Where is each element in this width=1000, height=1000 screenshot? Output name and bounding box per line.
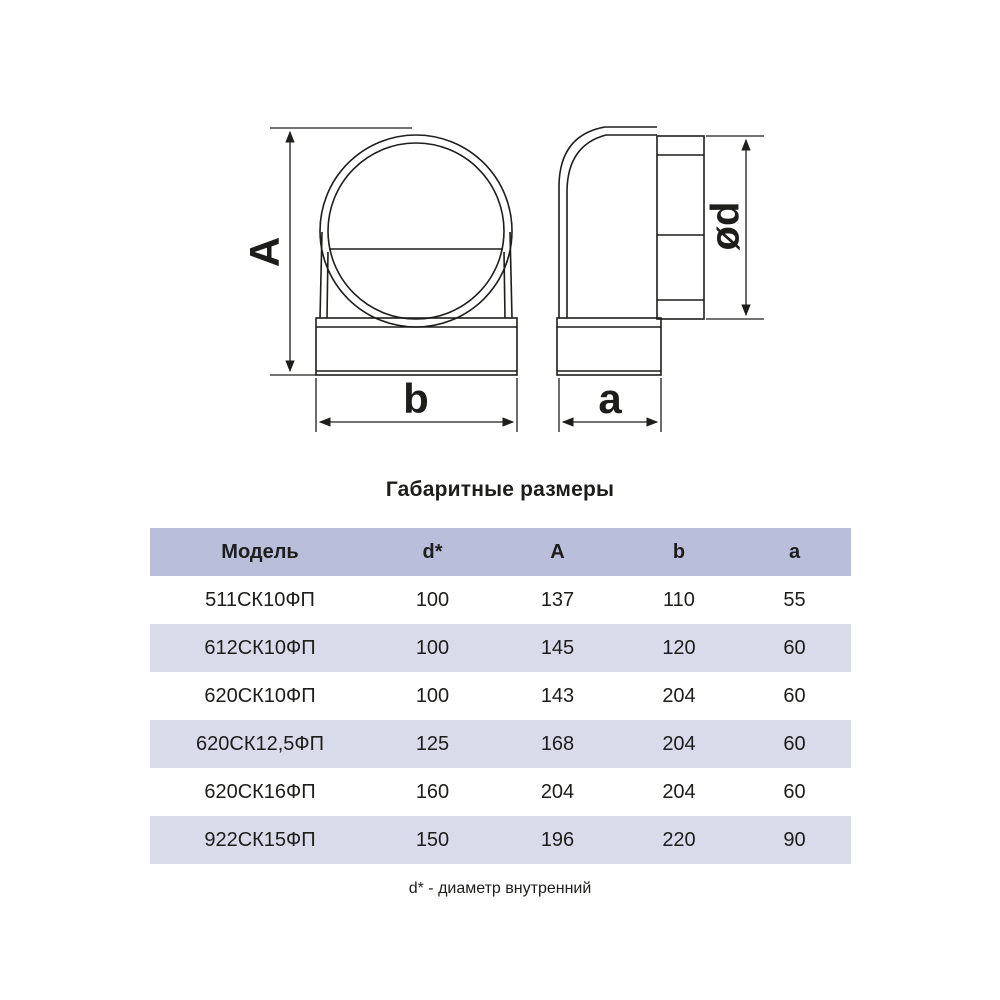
- cell-b: 120: [620, 624, 738, 672]
- header-d: d*: [370, 528, 495, 576]
- cell-A: 168: [495, 720, 620, 768]
- table-title: Габаритные размеры: [385, 478, 615, 501]
- side-view: [557, 127, 704, 375]
- cell-d: 100: [370, 672, 495, 720]
- dim-label-A: A: [241, 236, 289, 268]
- cell-model: 922СК15ФП: [150, 816, 370, 864]
- cell-b: 220: [620, 816, 738, 864]
- cell-A: 143: [495, 672, 620, 720]
- table-row: [150, 768, 851, 816]
- front-view: [316, 135, 517, 375]
- cell-a: 60: [738, 672, 851, 720]
- table-row: [150, 816, 851, 864]
- cell-A: 137: [495, 576, 620, 624]
- table-row: [150, 672, 851, 720]
- cell-model: 620СК10ФП: [150, 672, 370, 720]
- cell-d: 125: [370, 720, 495, 768]
- cell-A: 196: [495, 816, 620, 864]
- cell-a: 90: [738, 816, 851, 864]
- cell-b: 204: [620, 720, 738, 768]
- cell-A: 204: [495, 768, 620, 816]
- dim-label-b: b: [403, 375, 429, 422]
- cell-d: 160: [370, 768, 495, 816]
- dim-label-a: a: [598, 375, 622, 422]
- cell-b: 110: [620, 576, 738, 624]
- dimensions-table: [150, 528, 851, 864]
- cell-model: 612СК10ФП: [150, 624, 370, 672]
- technical-drawing: [0, 0, 1000, 470]
- header-b: b: [620, 528, 738, 576]
- cell-model: 620СК16ФП: [150, 768, 370, 816]
- dimension-lines: [270, 128, 764, 432]
- dim-label-d: ød: [703, 201, 748, 251]
- cell-a: 60: [738, 624, 851, 672]
- table-row: [150, 624, 851, 672]
- header-a: a: [738, 528, 851, 576]
- cell-A: 145: [495, 624, 620, 672]
- cell-model: 620СК12,5ФП: [150, 720, 370, 768]
- table-header-row: [150, 528, 851, 576]
- header-model: Модель: [150, 528, 370, 576]
- table-row: [150, 720, 851, 768]
- cell-d: 150: [370, 816, 495, 864]
- cell-a: 60: [738, 768, 851, 816]
- header-A: A: [495, 528, 620, 576]
- footnote: d* - диаметр внутренний: [408, 880, 592, 897]
- cell-b: 204: [620, 672, 738, 720]
- cell-a: 55: [738, 576, 851, 624]
- cell-a: 60: [738, 720, 851, 768]
- cell-model: 511СК10ФП: [150, 576, 370, 624]
- cell-d: 100: [370, 624, 495, 672]
- cell-b: 204: [620, 768, 738, 816]
- cell-d: 100: [370, 576, 495, 624]
- table-row: [150, 576, 851, 624]
